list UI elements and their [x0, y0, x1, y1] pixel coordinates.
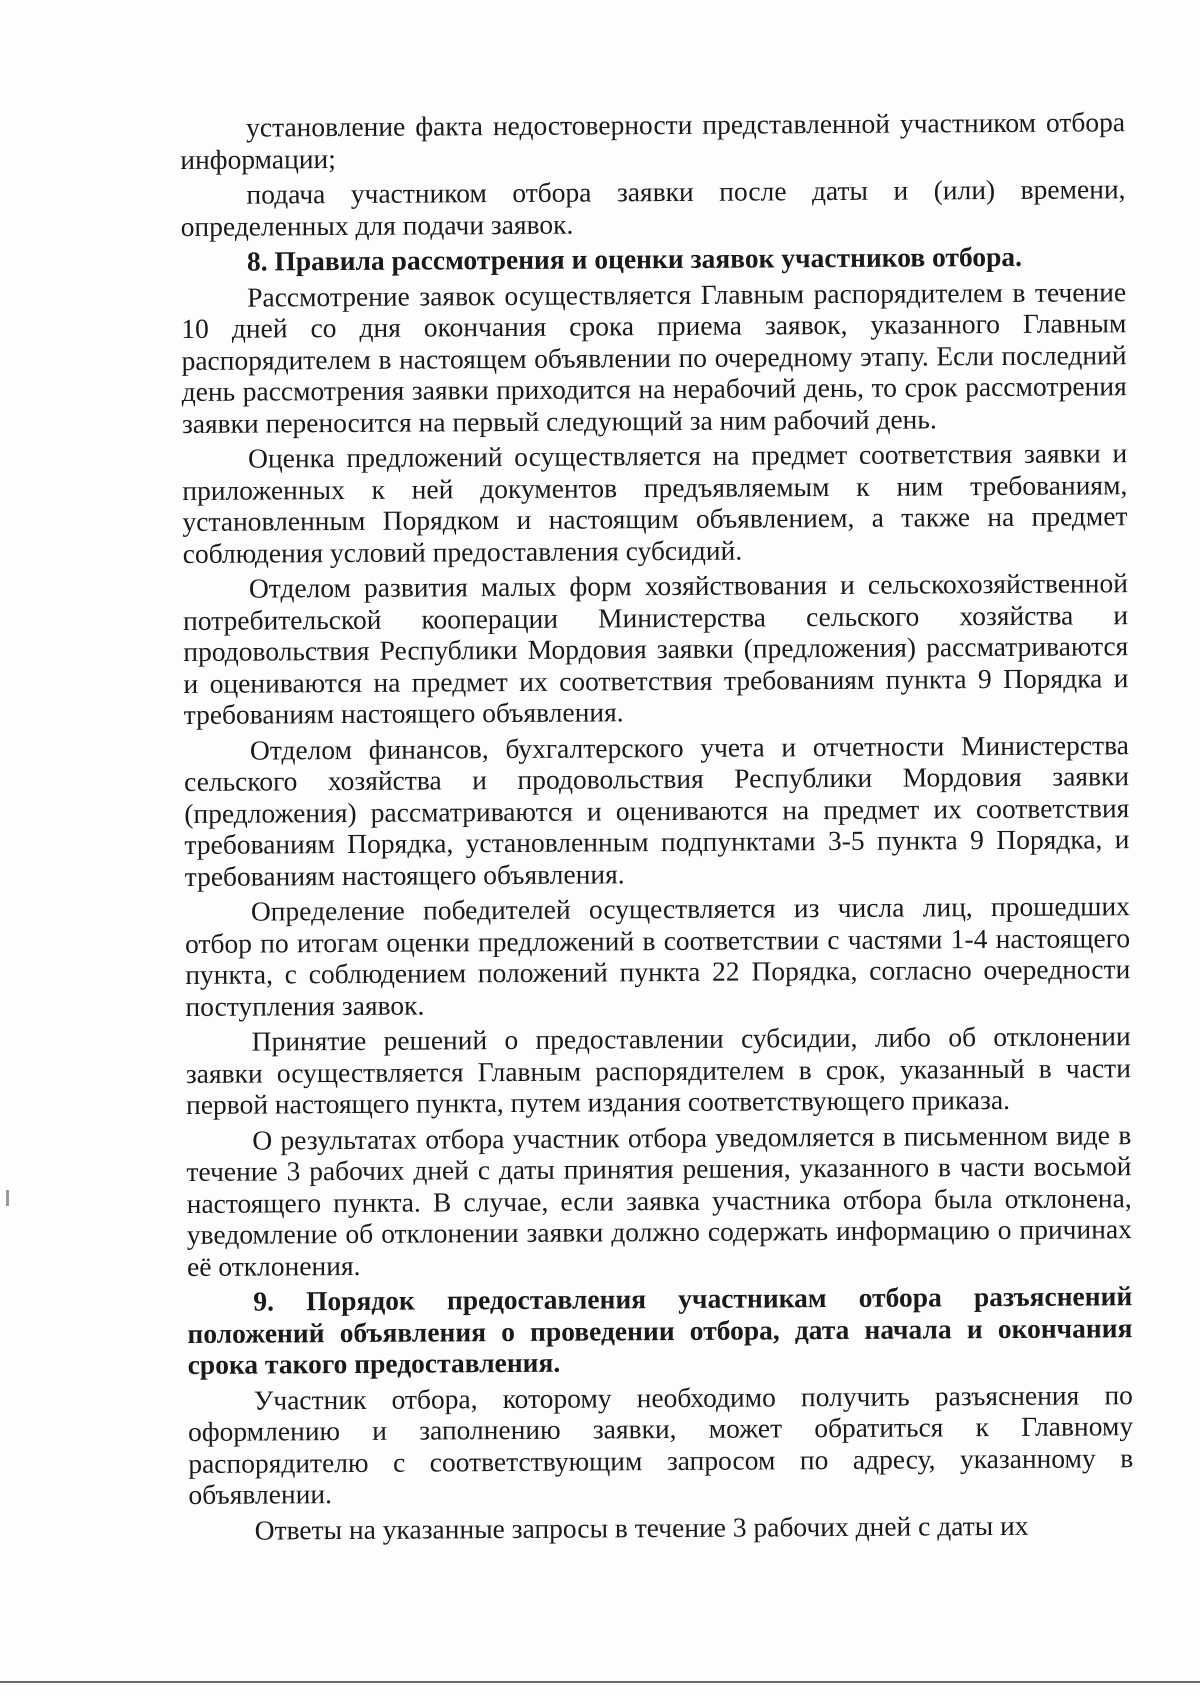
paragraph-evaluation-subject: Оценка предложений осуществляется на предмет соответствия заявки и приложенных к ней документов предъявляемым к ним требованиям, установленным Порядком и настоящим объявлением, а также на предмет соблюдения условий предоставления субсидий.: [182, 437, 1128, 569]
page-bottom-divider: [0, 1681, 1200, 1683]
section-heading-9: 9. Порядок предоставления участникам отбора разъяснений положений объявления о проведении отбора, дата начала и окончания срока такого предоставления.: [187, 1280, 1133, 1380]
scan-edge-mark: [6, 1190, 9, 1206]
paragraph-department-small-farms: Отделом развития малых форм хозяйствования и сельскохозяйственной потребительской кооперации Министерства сельского хозяйства и продовольствия Республики Мордовия заявки (предложения) рассматриваются и оцениваются на предмет их соответствия требованиям пункта 9 Порядка и требованиям настоящего объявления.: [183, 567, 1129, 730]
paragraph-winners-determination: Определение победителей осуществляется из числа лиц, прошедших отбор по итогам оценки предложений в соответствии с частями 1-4 настоящего пункта, с соблюдением положений пункта 22 Порядка, согласно очередности поступления заявок.: [184, 890, 1131, 1022]
paragraph-department-finance: Отделом финансов, бухгалтерского учета и отчетности Министерства сельского хозяйства и продовольствия Республики Мордовия заявки (предложения) рассматриваются и оцениваются на предмет их соответствия требованиям Порядка, установленным подпунктами 3-5 пункта 9 Порядка, и требованиям настоящего объявления.: [183, 728, 1130, 892]
paragraph-grounds-late-submission: подача участником отбора заявки после даты и (или) времени, определенных для подачи заявок.: [180, 173, 1126, 242]
document-body: [180, 106, 1134, 1550]
paragraph-answers-term: Ответы на указанные запросы в течение 3 рабочих дней с даты их: [254, 1509, 1029, 1546]
paragraph-decision-making: Принятие решений о предоставлении субсидии, либо об отклонении заявки осуществляется Главным распорядителем в срок, указанный в части первой настоящего пункта, путем издания соответствующего приказа.: [185, 1020, 1131, 1120]
paragraph-clarification-request: Участник отбора, которому необходимо получить разъяснения по оформлению и заполнению заявки, может обратиться к Главному распорядителю с соответствующим запросом по адресу, указанному в объявлении.: [187, 1378, 1134, 1510]
paragraph-grounds-unreliable-info: установление факта недостоверности представленной участником отбора информации;: [180, 106, 1126, 175]
paragraph-review-term: Рассмотрение заявок осуществляется Главным распорядителем в течение 10 дней со дня окончания срока приема заявок, указанного Главным распорядителем в настоящем объявлении по очередному этапу. Если последний день рассмотрения заявки приходится на нерабочий день, то срок рассмотрения заявки переносится на первый следующий за ним рабочий день.: [181, 275, 1127, 439]
paragraph-notification: О результатах отбора участник отбора уведомляется в письменном виде в течение 3 рабочих дней с даты принятия решения, указанного в части восьмой настоящего пункта. В случае, если заявка участника отбора была отклонена, уведомление об отклонении заявки должно содержать информацию о причинах её отклонения.: [186, 1118, 1132, 1282]
section-heading-8: 8. Правила рассмотрения и оценки заявок участников отбора.: [246, 240, 1023, 277]
